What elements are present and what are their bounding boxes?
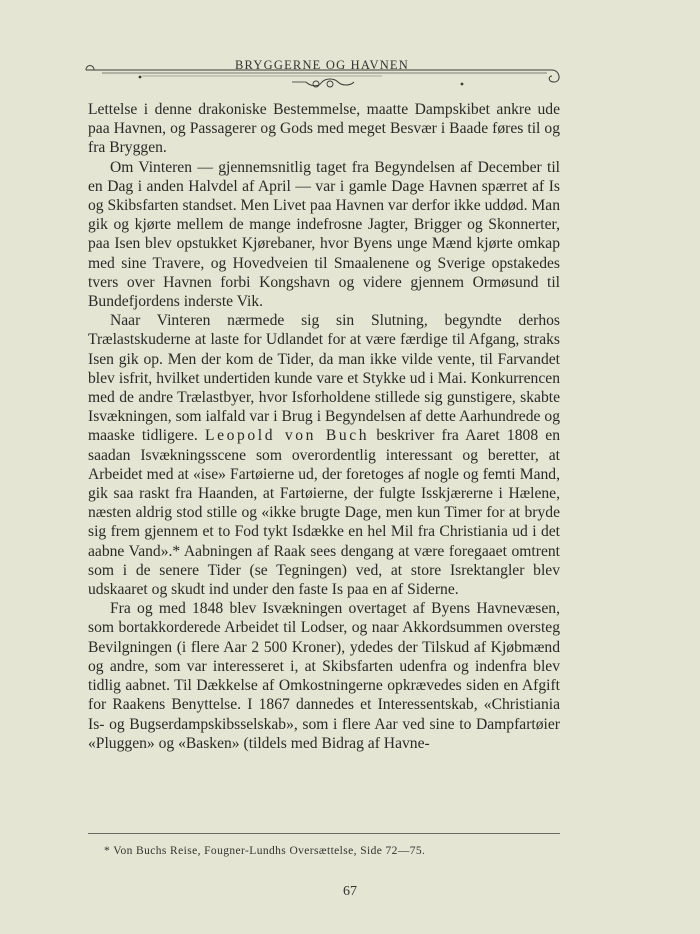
footnote: * Von Buchs Reise, Fougner-Lundhs Oversættelse, Side 72—75.	[104, 845, 426, 857]
page-header	[82, 52, 562, 98]
paragraph	[88, 100, 560, 158]
paragraph-text: Fra og med 1848 blev Isvækningen overtaget af Byens Havnevæsen, som bortakkorderede Arbeidet til Lodser, og naar Akkordsummen oversteg Bevilgningen (i flere Aar 2 500 Kroner), ydedes der Tilskud af Kjøbmænd og andre, som var interesseret i, at Skibsfarten udenfra og indenfra blev tidlig aabnet. Til Dækkelse af Omkostningerne opkrævedes siden en Afgift for Raakens Benyttelse. I 1867 dannedes et Interessentskab, «Christiania Is- og Bugserdampskibsselskab», som i flere Aar ved sine to Dampfartøier «Pluggen» og «Basken» (tildels med Bidrag af Havne-	[88, 600, 560, 752]
paragraph	[88, 158, 560, 312]
body-text	[88, 100, 560, 753]
footnote-rule	[88, 833, 560, 834]
paragraph-text: beskriver fra Aaret 1808 en saadan Isvækningsscene som overordentlig interessant og beretter, at Arbeidet med at «ise» Fartøierne ud, der foretoges af nogle og femti Mand, gik saa raskt fra Haanden, at Fartøierne, der fulgte Isskjærerne i Hælene, næsten aldrig stod stille og «ikke brugte Dage, men kun Timer for at bryde sig frem gjennem et to Fod tykt Isdække en hel Mil fra Christiania ud i det aabne Vand».* Aabningen af Raak sees dengang at være foregaaet omtrent som i de senere Tider (se Tegningen) ved, at store Isrektangler blev udskaaret og skudt ind under den faste Is paa en af Siderne.	[88, 427, 561, 599]
running-head: BRYGGERNE OG HAVNEN	[235, 58, 409, 72]
paragraph	[88, 311, 560, 599]
page-number: 67	[343, 884, 357, 899]
spaced-name: Leopold von Buch	[204, 427, 370, 445]
paragraph-text: Om Vinteren — gjennemsnitlig taget fra Begyndelsen af December til en Dag i anden Halvdel af April — var i gamle Dage Havnen spærret af Is og Skibsfarten standset. Men Livet paa Havnen var derfor ikke uddød. Man gik og kjørte mellem de mange indefrosne Jagter, Brigger og Skonnerter, paa Isen blev opstukket Kjørebaner, hvor Byens unge Mænd kjørte omkap med sine Travere, og Hovedveien til Smaalenene og Sverige opstakedes tvers over Havnen forbi Kongshavn og videre gjennem Ormøsund til Bundefjordens inderste Vik.	[88, 158, 560, 311]
paragraph-text: Naar Vinteren nærmede sig sin Slutning, begyndte derhos Trælastskuderne at laste for Udlandet for at være færdige til Afgang, straks Isen gik op. Men der kom de Tider, da man ikke vilde vente, til Farvandet blev isfrit, hvilket undertiden kunde vare et Stykke ud i Mai. Konkurrencen med de andre Trælastbyer, hvor Isforholdene stillede sig gunstigere, skabte Isvækningen, som ialfald var i Brug i Begyndelsen af dette Aarhundrede og maaske tidligere.	[88, 312, 560, 445]
paragraph	[88, 599, 560, 753]
paragraph-text: Lettelse i denne drakoniske Bestemmelse, maatte Dampskibet ankre ude paa Havnen, og Passagerer og Gods med meget Besvær i Baade føres til og fra Bryggen.	[88, 101, 560, 157]
